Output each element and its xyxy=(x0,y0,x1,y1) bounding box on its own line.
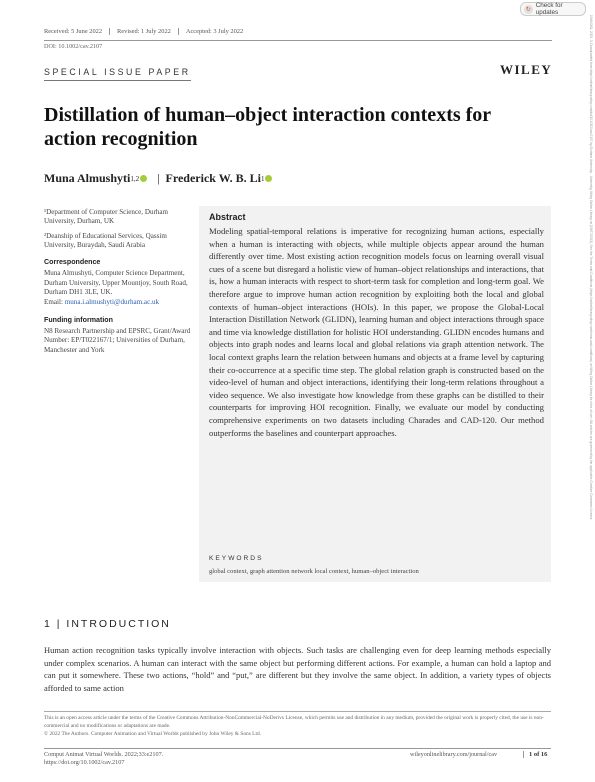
funding-text: N8 Research Partnership and EPSRC, Grant/Award Number: EP/T022167/1; Universities of Durham, Manchester and York xyxy=(44,326,191,354)
author-affiliation-sup: 1,2 xyxy=(130,174,140,183)
affiliation-2: ²Deanship of Educational Services, Qassim University, Buraydah, Saudi Arabia xyxy=(44,231,167,249)
correspondence-heading: Correspondence xyxy=(44,258,101,267)
email-label: Email: xyxy=(44,298,63,307)
funding-heading: Funding information xyxy=(44,315,113,324)
email-link[interactable]: muna.i.almushyti@durham.ac.uk xyxy=(64,298,160,307)
section-label: SPECIAL ISSUE PAPER xyxy=(44,67,191,81)
journal-name: Comput Animat Virtual Worlds. 2022;33:e2107. xyxy=(44,751,164,758)
affiliation-1: ¹Department of Computer Science, Durham University, Durham, UK xyxy=(44,208,169,226)
footer-divider xyxy=(44,748,551,749)
correspondence-text: Muna Almushyti, Computer Science Department, Durham University, Upper Mountjoy, South Road, Durham DH1 3LE, UK. xyxy=(44,269,188,297)
keywords-heading: KEYWORDS xyxy=(209,555,264,562)
page-number: 1 of 16 xyxy=(523,751,547,758)
copyright-text: © 2022 The Authors. Computer Animation and Virtual Worlds published by John Wiley & Sons Ltd. xyxy=(44,731,261,738)
paper-title: Distillation of human–object interaction contexts for action recognition xyxy=(44,104,491,150)
journal-website-link[interactable]: wileyonlinelibrary.com/journal/cav xyxy=(410,751,498,758)
introduction-text: Human action recognition tasks typically involve interaction with objects. Such tasks are challenging even for deep learning methods especially under complex scenarios. A human can interact with the same object but performing different actions. For example, a human can hold a laptop and can put it somewhere. These two actions, “hold” and “put,” are different but they involve the same object. In addition, a variety types of objects afforded to same action xyxy=(44,645,551,693)
keywords-text: global context, graph attention network local context, human–object interaction xyxy=(209,568,419,575)
author-list xyxy=(44,171,276,186)
footnote-divider xyxy=(44,711,551,712)
introduction-heading: 1 | INTRODUCTION xyxy=(44,618,171,630)
author-name[interactable]: Frederick W. B. Li xyxy=(165,171,261,185)
license-footnote xyxy=(44,714,551,739)
author-separator: | xyxy=(157,171,160,185)
download-sidebar-text: 15464261, 2023, 3, Downloaded from https://onlinelibrary.wiley.com/doi/10.1002/cav.2107 by Durham University - University, Wiley Online Library on [19/07/2023]. See the Terms and Conditions (https://onlinelibrary.wiley.com/terms-and-conditions) on Wiley Online Library for rules of use; OA articles are governed by the applicable Creative Commons License xyxy=(589,15,593,520)
license-text: This is an open access article under the terms of the Creative Commons Attribution-NonCommercial-NoDerivs License, which permits use and distribution in any medium, provided the original work is properly cited, the use is non-commercial and no modifications or adaptations are made. xyxy=(44,715,544,730)
publication-dates xyxy=(44,28,250,35)
check-for-updates-label: Check for updates xyxy=(535,2,563,16)
refresh-icon: ↻ xyxy=(525,6,531,13)
accepted-date: Accepted: 3 July 2022 xyxy=(185,28,244,35)
abstract-heading: Abstract xyxy=(209,212,246,222)
check-for-updates-button[interactable] xyxy=(520,2,586,16)
footer-doi-link[interactable]: https://doi.org/10.1002/cav.2107 xyxy=(44,759,125,767)
orcid-icon[interactable] xyxy=(140,175,147,182)
abstract-text: Modeling spatial-temporal relations is imperative for recognizing human actions, especially when a human is interacting with objects, while multiple objects appear around the human differently over time. Most existing action recognition models focus on learning overall visual cues of a scene but disregard a holistic view of human–object relationships and interactions, that is, how a human interacts with respect to short-term task for completion and long-term goal. We therefore argue to improve human action recognition by exploiting both the local and global contexts of human–object interactions (HOIs). In this paper, we propose the Global-Local Interaction Distillation Network (GLIDN), learning human and object interactions through space and time via knowledge distillation for holistic HOI understanding. GLIDN encodes humans and objects into graph nodes and learns local and global relations via graph attention network. The local context graphs learn the relation between humans and objects at a frame level by capturing their co-occurrence at a specific time step. The global relation graph is constructed based on the video-level of human and object interactions, identifying their long-term relations throughout a video sequence. We also investigate how knowledge from these graphs can be distilled to their counterparts for improving HOI recognition. Finally, we evaluate our model by conducting comprehensive experiments on two datasets including Charades and CAD-120. Our method outperforms the baselines and counterpart approaches. xyxy=(209,226,544,438)
affiliations-column xyxy=(44,208,194,360)
author-affiliation-sup: 1 xyxy=(260,174,265,183)
publisher-logo: WILEY xyxy=(500,62,553,77)
revised-date: Revised: 1 July 2022 xyxy=(110,28,179,35)
doi-text: DOI: 10.1002/cav.2107 xyxy=(44,43,103,50)
author-name[interactable]: Muna Almushyti xyxy=(44,171,131,185)
orcid-icon[interactable] xyxy=(265,175,272,182)
journal-citation xyxy=(44,751,163,767)
received-date: Received: 5 June 2022 xyxy=(44,28,110,35)
